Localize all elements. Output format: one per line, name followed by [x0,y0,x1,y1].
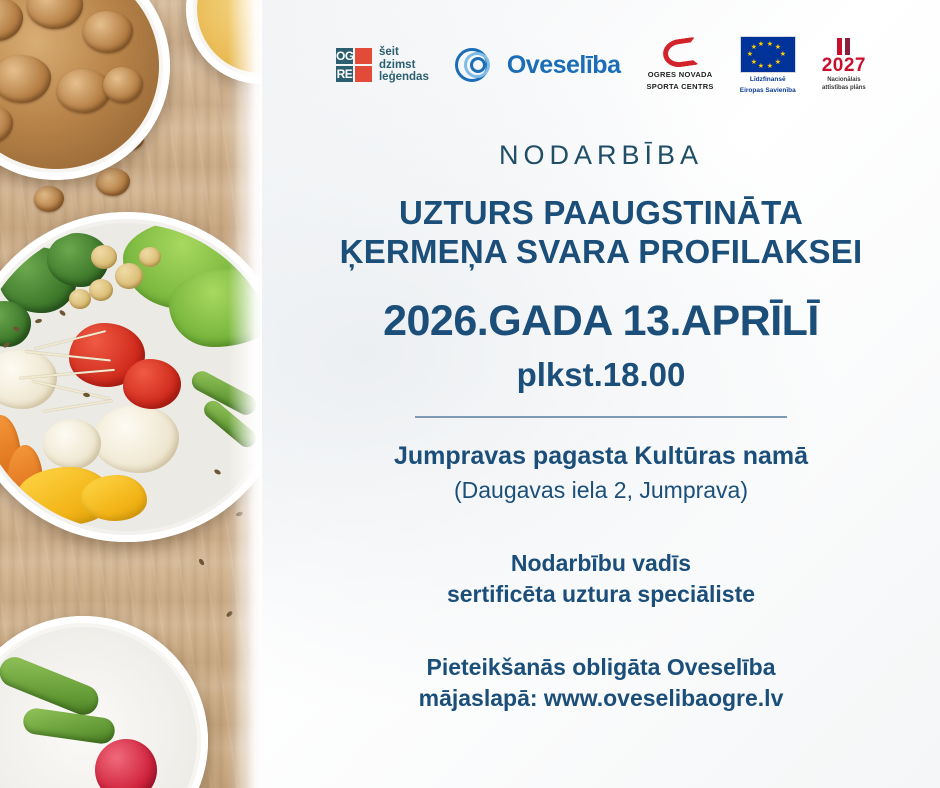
salad-bowl [0,212,262,542]
event-title-line2: ĶERMEŅA SVARA PROFILAKSEI [339,233,863,270]
ogre-tagline-line1: šeit [378,46,399,59]
event-title [288,193,914,271]
event-signup-line2: mājaslapā: www.oveselibaogre.lv [418,685,784,711]
eu-funding-logo [740,36,796,95]
event-lead-line2: sertificēta uztura speciāliste [446,581,756,607]
cauliflower-floret [0,349,57,409]
ogre-mark-cell-re: RE [336,67,353,81]
latvija-2027-bars-icon [837,38,850,55]
chickpea [115,263,143,289]
ogre-logo-mark-icon [336,48,372,82]
walnut-piece [57,69,111,113]
chickpea [69,289,91,309]
walnut-piece [0,0,23,41]
sports-centre-c-icon [661,37,699,69]
ogre-tagline-line2: dzimst [378,58,416,71]
event-title-line1: UZTURS PAAUGSTINĀTA [398,194,804,231]
event-date: 2026.GADA 13.APRĪLĪ [383,297,819,345]
logo-strip [288,34,914,96]
latvija-2027-number: 2027 [821,55,867,76]
oveseliba-wordmark: Oveselība [506,50,621,79]
event-lead-info [288,548,914,610]
bar-2 [845,38,850,55]
cauliflower-floret [43,419,101,469]
ring-inner [470,57,486,73]
event-signup-line1: Pieteikšanās obligāta Oveselība [426,654,776,680]
ogre-logo [336,46,429,84]
sprout [43,400,112,413]
chickpea [89,279,113,301]
poster-content [262,0,940,788]
eu-funding-line2: Eiropas Savienība [739,86,796,94]
walnut-piece [27,0,83,29]
event-lead-line1: Nodarbību vadīs [510,550,692,576]
event-venue-address: (Daugavas iela 2, Jumprava) [453,477,749,503]
walnut-piece [0,55,51,103]
ogre-mark-cell-blank [355,48,372,64]
latvija-2027-logo [822,38,866,92]
latvija-2027-line1: Nacionālais [827,77,861,83]
sports-centre-line1: OGRES NOVADA [647,70,713,79]
divider [415,416,787,418]
food-photo [0,0,262,788]
oveseliba-logo [455,45,621,85]
chickpea [91,245,117,269]
sunflower-seed [83,392,91,397]
sports-centre-line2: SPORTA CENTRS [646,82,714,91]
eu-funding-line1: Līdzfinansē [749,75,786,83]
event-signup-info [288,652,914,714]
ogre-mark-cell-og: OG [335,49,354,63]
bar-1 [837,38,842,55]
ogre-mark-cell-blank2 [355,66,372,82]
photo-edge-fade [228,0,262,788]
eu-flag-icon: ★ ★ ★ ★ ★ ★ ★ ★ ★ ★ [740,36,796,73]
walnut-piece [0,105,13,143]
ogres-novada-sporta-centrs-logo [646,39,713,91]
latvija-2027-line2: attīstības plāns [822,85,866,91]
ogre-logo-tagline [379,46,429,84]
green-bean-pod [0,653,103,720]
event-time: plkst.18.00 [516,356,686,393]
walnut-piece [83,11,133,53]
event-kicker: NODARBĪBA [498,140,704,170]
yellow-pepper-slice [81,475,147,521]
oveseliba-rings-icon [455,45,501,85]
event-venue: Jumpravas pagasta Kultūras namā [393,442,809,470]
walnut-piece [103,67,143,103]
green-bean-pod [22,707,117,746]
chickpea [139,247,161,267]
radish [95,739,157,788]
ogre-tagline-line3: leģendas [378,71,429,84]
salad-bowl-contents [0,223,262,531]
walnut-bowl-contents [0,0,159,169]
side-plate-bottom-contents [0,627,197,788]
cauliflower-floret [93,405,179,473]
sunflower-seed [59,309,67,317]
tomato-wedge [123,359,181,409]
sunflower-seed [35,318,43,324]
